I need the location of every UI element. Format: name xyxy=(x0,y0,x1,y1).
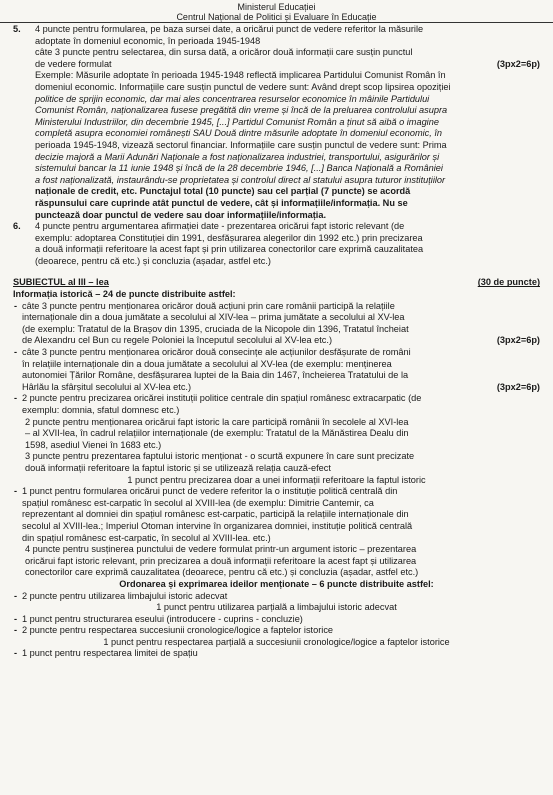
header-ministry: Ministerul Educației xyxy=(237,2,316,12)
item-5-example-line: naționale de credit, etc. Punctajul total (10 puncte) sau cel parțial (7 puncte) se acordă xyxy=(35,186,411,197)
item-5-line: 4 puncte pentru formularea, pe baza sursei date, a oricărui punct de vedere referitor la măsurile xyxy=(35,24,424,34)
bullet-argument: 4 puncte pentru susținerea punctului de vedere formulat printr-un argument istoric – prezentarea oricărui fapt istoric relevant, prin precizarea a două informații referitoare la acest fapt și utilizarea conectorilor care exprimă cauzalitatea (deoarece, pentru că etc.) și concluzia (așadar, astfel etc.) xyxy=(25,544,419,578)
header-center: Centrul Național de Politici și Evaluare în Educație xyxy=(176,12,377,22)
ordonare-item: - 1 punct pentru structurarea eseului (introducere - cuprins - concluzie) xyxy=(13,614,540,626)
bullet-historic-fact: 2 puncte pentru menționarea oricărui fapt istoric la care participă românii în secolele al XVI-lea – al XVII-lea, în cadrul relațiilor internaționale (de exemplu: Tratatul de la Mănăstirea Dealu din 1598, asediul Vienei în 1683 etc.) xyxy=(25,416,409,450)
info-title: Informația istorică – 24 de puncte distribuite astfel: xyxy=(13,289,236,300)
ordonare-item: - 1 punct pentru respectarea limitei de spațiu xyxy=(13,648,540,660)
item-5-example-line: răspunsului care cuprinde atât punctul de vedere, cât și informațiile/informația. Nu se xyxy=(35,197,408,208)
item-5-example-line: domeniul economic. Informațiile care susțin punctul de vedere sunt: Având drept scop lipsirea opoziției xyxy=(35,81,451,92)
bullet-presentation: 3 puncte pentru prezentarea faptului istoric menționat - o scurtă expunere în care sunt precizate două informații referitoare la faptul istoric și se utilizează relația cauză-efect xyxy=(25,451,415,473)
section-title: SUBIECTUL al III – lea xyxy=(13,277,109,288)
item-5-example-line: Comunist Român, naționalizarea fusese pregătită din vreme și încă de la preluarea controlului asupra xyxy=(35,105,448,116)
item-5-example-line: politice de sprijin economic, dar mai ales concentrarea resurselor economice în mâinile Partidului xyxy=(35,93,430,104)
bullet-point-of-view: - 1 punct pentru formularea oricărui punct de vedere referitor la o instituție politică centrală din spațiul românesc est-carpatic în secolul al XVIII-lea (de exemplu: Dimitrie Cantemir, ca reprezentant al domniei din spațiul românesc est-carpatic, participă la relațiile internaționale din secolul al XVIII-lea.; Imperiul Otoman intervine în organizarea domniei, instituție politică centrală din spațiul românesc est-carpatic, în secolul al XVIII-lea. etc.) xyxy=(13,486,540,544)
ordonare-title: Ordonarea și exprimarea ideilor menționate – 6 puncte distribuite astfel: xyxy=(119,578,434,589)
item-6 xyxy=(13,221,540,267)
item-5-example-line: decizie majoră a Marii Adunări Naționale a fost naționalizarea industriei, transportului, asigurărilor și xyxy=(35,151,440,162)
bullet-institution: - 2 puncte pentru precizarea oricărei instituții politice centrale din spațiul românesc extracarpatic (de exemplu: domnia, sfatul domnesc etc.) xyxy=(13,393,540,416)
item-6-line: a două informații referitoare la acest fapt și prin utilizarea conectorilor care exprimă cauzalitatea xyxy=(35,244,424,255)
bullet-score: (3px2=6p) xyxy=(496,381,540,392)
bullet-actions: - câte 3 puncte pentru menționarea oricăror două acțiuni prin care românii participă la relațiile internaționale din a doua jumătate a secolului al XIV-lea – prima jumătate a secolului al XV-lea (de exemplu: Tratatul de la Brașov din 1395, cruciada de la Nicopole din 1396, Tratatul încheiat de Alexandru cel Bun cu regele Poloniei la începutul secolului al XV-lea etc.) (3px2=6p) xyxy=(13,301,540,347)
page-header xyxy=(0,0,553,22)
item-5-example-line: Exemple: Măsurile adoptate în perioada 1945-1948 reflectă implicarea Partidului Comunist Român în xyxy=(35,70,446,81)
partial-score-note: 1 punct pentru precizarea doar a unei informații referitoare la faptul istoric xyxy=(127,474,426,485)
ordonare-subitem: 1 punct pentru respectarea parțială a succesiunii cronologice/logice a faptelor istorice xyxy=(103,636,450,647)
item-5-line: câte 3 puncte pentru selectarea, din sursa dată, a oricăror două informații care susțin punctul xyxy=(35,47,413,58)
item-5-example-line: a fost naționalizată, instaurându-se proprietatea și controlul direct al statului asupra tuturor instituțiilor xyxy=(35,174,446,185)
item-5-example-line: sistemului bancar la 11 iunie 1948 și încă de la 28 decembrie 1946, [...] Banca Națională a României xyxy=(35,163,443,174)
item-5-line: adoptate în domeniul economic, în perioada 1945-1948 xyxy=(35,35,261,46)
item-5-score: (3px2=6p) xyxy=(496,58,540,69)
item-6-number: 6. xyxy=(13,221,21,232)
bullet-score: (3px2=6p) xyxy=(496,335,540,346)
item-5 xyxy=(13,24,540,221)
bullet-consequences: - câte 3 puncte pentru menționarea oricăror două consecințe ale acțiunilor desfășurate de români în relațiile internaționale din a doua jumătate a secolului al XV-lea (de exemplu: menținerea autonomiei Țărilor Române, desfășurarea luptei de la Baia din 1467, încheierea Tratatului de la Hârlău la sfârșitul secolului al XV-lea etc.) (3px2=6p) xyxy=(13,347,540,393)
item-6-line: 4 puncte pentru argumentarea afirmației date - prezentarea oricărui fapt istoric relevant (de xyxy=(35,221,405,232)
item-5-line: de vedere formulat xyxy=(35,58,112,69)
item-5-number: 5. xyxy=(13,24,21,34)
header-divider xyxy=(0,22,553,23)
item-6-line: exemplu: adoptarea Constituției din 1991, desfășurarea alegerilor din 1992 etc.) prin precizarea xyxy=(35,232,423,243)
document-body xyxy=(13,24,540,660)
item-6-line: (deoarece, pentru că etc.) și concluzia (așadar, astfel etc.) xyxy=(35,255,271,266)
item-5-example-line: punctează doar punctul de vedere sau doar informațiile/informația. xyxy=(35,209,326,220)
section-points: (30 de puncte) xyxy=(477,277,540,288)
ordonare-subitem: 1 punct pentru utilizarea parțială a limbajului istoric adecvat xyxy=(156,602,397,613)
ordonare-item: - 2 puncte pentru utilizarea limbajului istoric adecvat xyxy=(13,591,540,603)
item-5-example-line: Ministerului Industriilor, din decembrie 1945, [...] Partidul Comunist Român a ținut să aibă o imagine xyxy=(35,116,439,127)
ordonare-item: - 2 puncte pentru respectarea succesiunii cronologice/logice a faptelor istorice xyxy=(13,625,540,637)
item-5-example-line: perioada 1945-1948, vizează sectorul financiar. Informațiile care susțin punctul de vedere sunt: Prima xyxy=(35,139,447,150)
section-heading xyxy=(13,277,540,289)
item-5-example-line: completă asupra economiei românești SAU Două dintre măsurile adoptate în domeniul economic, în xyxy=(35,128,443,139)
